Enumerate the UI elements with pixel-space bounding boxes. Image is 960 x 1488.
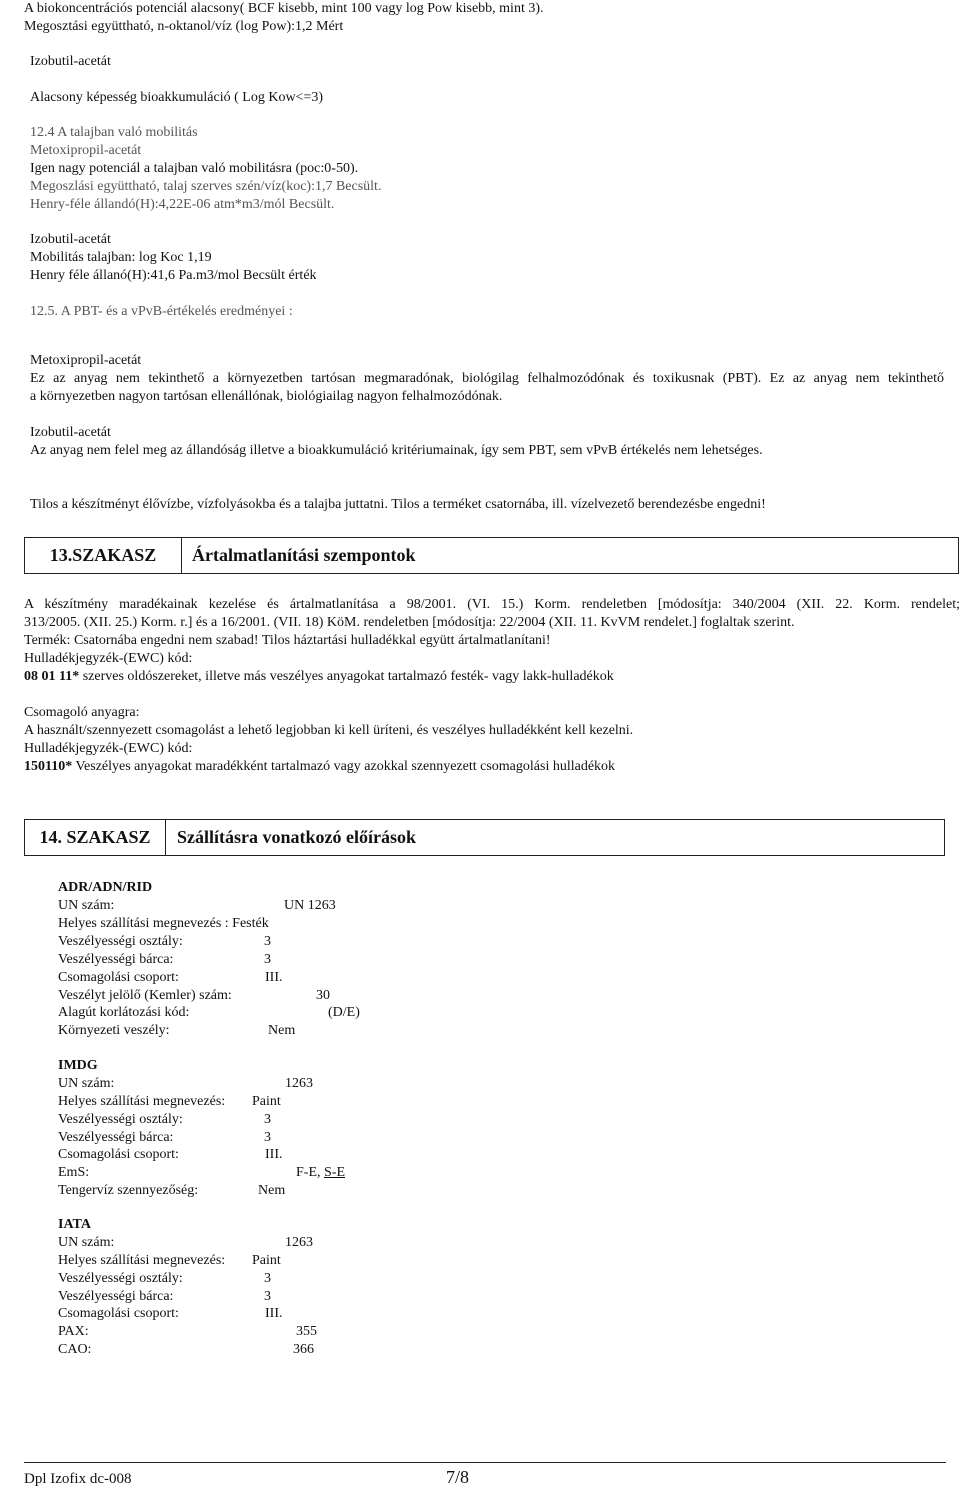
substance-name: Metoxipropil-acetát bbox=[30, 353, 142, 368]
adr-label: Helyes szállítási megnevezés : Festék bbox=[58, 916, 269, 931]
pbt-text: Az anyag nem felel meg az állandóság illetve a bioakkumuláció kritériumainak, így sem PBT, sem vPvB értékelés nem lehetséges. bbox=[30, 443, 763, 458]
footer-rule bbox=[24, 1462, 946, 1463]
imdg-label: EmS: bbox=[58, 1165, 90, 1180]
imdg-value: Paint bbox=[252, 1094, 281, 1109]
imdg-label: Tengervíz szennyezőség: bbox=[58, 1183, 199, 1198]
adr-label: Veszélyességi bárca: bbox=[58, 952, 174, 967]
ewc-line bbox=[24, 668, 614, 686]
adr-heading: ADR/ADN/RID bbox=[58, 880, 153, 895]
adr-label: Alagút korlátozási kód: bbox=[58, 1005, 190, 1020]
ewc-code: 08 01 11* bbox=[24, 669, 80, 684]
ewc-label: Hulladékjegyzék-(EWC) kód: bbox=[24, 741, 193, 756]
imdg-value: III. bbox=[265, 1147, 283, 1162]
footer-page-number: 7/8 bbox=[446, 1467, 470, 1487]
section-header-13 bbox=[24, 537, 959, 574]
disposal-regulation-text: A készítmény maradékainak kezelése és ártalmatlanítása a 98/2001. (VI. 15.) Korm. rendeletben [módosítja: 340/2004 (XII. 22. Korm. rendelet; bbox=[24, 597, 960, 612]
substance-name: Izobutil-acetát bbox=[30, 54, 111, 69]
adr-label: Csomagolási csoport: bbox=[58, 970, 179, 985]
iata-label: PAX: bbox=[58, 1324, 89, 1339]
iata-heading: IATA bbox=[58, 1217, 91, 1232]
adr-value: 3 bbox=[264, 952, 271, 967]
imdg-label: Helyes szállítási megnevezés: bbox=[58, 1094, 226, 1109]
pbt-text: a környezetben nagyon tartósan ellenállónak, biológiailag nagyon felhalmozódónak. bbox=[30, 389, 503, 404]
bioaccumulation-text: Alacsony képesség bioakkumuláció ( Log Kow<=3) bbox=[30, 90, 324, 105]
footer-doc-id: Dpl Izofix dc-008 bbox=[24, 1471, 132, 1487]
packaging-label: Csomagoló anyagra: bbox=[24, 705, 140, 720]
iata-value: 3 bbox=[264, 1289, 271, 1304]
adr-label: UN szám: bbox=[58, 898, 115, 913]
packaging-text: A használt/szennyezett csomagolást a lehető legjobban ki kell üríteni, és veszélyes hulladékként kell kezelni. bbox=[24, 723, 634, 738]
discharge-warning: Tilos a készítményt élővízbe, vízfolyásokba és a talajba juttatni. Tilos a terméket csatornába, ill. vízelvezető berendezésbe engedni! bbox=[30, 497, 766, 512]
imdg-value: 1263 bbox=[285, 1076, 313, 1091]
subsection-heading-12-4: 12.4 A talajban való mobilitás bbox=[30, 125, 198, 140]
imdg-label: Veszélyességi osztály: bbox=[58, 1112, 183, 1127]
section-header-14 bbox=[24, 819, 945, 856]
imdg-heading: IMDG bbox=[58, 1058, 98, 1073]
iata-label: Veszélyességi bárca: bbox=[58, 1289, 174, 1304]
ewc-description: szerves oldószereket, illetve más veszélyes anyagokat tartalmazó festék- vagy lakk-hulladékok bbox=[79, 669, 614, 684]
iata-value: III. bbox=[265, 1306, 283, 1321]
iata-value: 355 bbox=[296, 1324, 317, 1339]
section-title: Szállításra vonatkozó előírások bbox=[177, 827, 416, 847]
pbt-text: Ez az anyag nem tekinthető a környezetben tartósan megmaradónak, biológilag felhalmozódónak és toxikusnak (PBT). Ez az anyag nem tekinthető bbox=[30, 371, 944, 386]
iata-label: Csomagolási csoport: bbox=[58, 1306, 179, 1321]
imdg-value: 3 bbox=[264, 1130, 271, 1145]
iata-label: CAO: bbox=[58, 1342, 92, 1357]
adr-value: Nem bbox=[268, 1023, 296, 1038]
imdg-value: Nem bbox=[258, 1183, 286, 1198]
iata-value: Paint bbox=[252, 1253, 281, 1268]
section-title: Ártalmatlanítási szempontok bbox=[192, 545, 416, 565]
mobility-text: Megoszlási együttható, talaj szerves szén/víz(koc):1,7 Becsült. bbox=[30, 179, 382, 194]
mobility-text: Mobilitás talajban: log Koc 1,19 bbox=[30, 250, 212, 265]
adr-label: Környezeti veszély: bbox=[58, 1023, 170, 1038]
substance-name: Metoxipropil-acetát bbox=[30, 143, 142, 158]
product-disposal-text: Termék: Csatornába engedni nem szabad! Tilos háztartási hulladékkal együtt ártalmatlanítani! bbox=[24, 633, 551, 648]
adr-value: (D/E) bbox=[328, 1005, 360, 1020]
adr-label: Veszélyességi osztály: bbox=[58, 934, 183, 949]
iata-value: 1263 bbox=[285, 1235, 313, 1250]
section-divider bbox=[181, 538, 182, 573]
ems-code: S-E bbox=[324, 1165, 345, 1180]
imdg-value: 3 bbox=[264, 1112, 271, 1127]
ewc-code: 150110* bbox=[24, 759, 73, 774]
substance-name: Izobutil-acetát bbox=[30, 232, 111, 247]
section-number: 13.SZAKASZ bbox=[49, 545, 157, 565]
iata-label: UN szám: bbox=[58, 1235, 115, 1250]
mobility-text: Henry féle állanó(H):41,6 Pa.m3/mol Becsült érték bbox=[30, 268, 317, 283]
bioconcentration-text: A biokoncentrációs potenciál alacsony( BCF kisebb, mint 100 vagy log Pow kisebb, mint 3). bbox=[24, 1, 544, 16]
disposal-regulation-text: 313/2005. (XII. 25.) Korm. r.] és a 16/2001. (VII. 18) KöM. rendeletben [módosítja: 22/2004 (XII. 11. KvVM rendelet.] foglaltak szerint. bbox=[24, 615, 795, 630]
imdg-label: Veszélyességi bárca: bbox=[58, 1130, 174, 1145]
imdg-label: Csomagolási csoport: bbox=[58, 1147, 179, 1162]
imdg-label: UN szám: bbox=[58, 1076, 115, 1091]
mobility-text: Igen nagy potenciál a talajban való mobilitásra (poc:0-50). bbox=[30, 161, 359, 176]
iata-value: 366 bbox=[293, 1342, 314, 1357]
substance-name: Izobutil-acetát bbox=[30, 425, 111, 440]
subsection-heading-12-5: 12.5. A PBT- és a vPvB-értékelés eredményei : bbox=[30, 304, 293, 319]
ems-code: F-E, bbox=[296, 1165, 324, 1180]
section-divider bbox=[165, 820, 166, 855]
adr-value: III. bbox=[265, 970, 283, 985]
adr-value: 3 bbox=[264, 934, 271, 949]
iata-label: Helyes szállítási megnevezés: bbox=[58, 1253, 226, 1268]
section-number: 14. SZAKASZ bbox=[39, 827, 151, 847]
ewc-description: Veszélyes anyagokat maradékként tartalmazó vagy azokkal szennyezett csomagolási hulladékok bbox=[72, 759, 616, 774]
partition-coefficient-text: Megosztási együttható, n-oktanol/víz (log Pow):1,2 Mért bbox=[24, 19, 344, 34]
mobility-text: Henry-féle állandó(H):4,22E-06 atm*m3/mól Becsült. bbox=[30, 197, 335, 212]
ems-value bbox=[296, 1164, 345, 1182]
adr-value: UN 1263 bbox=[284, 898, 336, 913]
iata-value: 3 bbox=[264, 1271, 271, 1286]
adr-value: 30 bbox=[316, 988, 330, 1003]
adr-label: Veszélyt jelölő (Kemler) szám: bbox=[58, 988, 232, 1003]
ewc-line bbox=[24, 758, 615, 776]
ewc-label: Hulladékjegyzék-(EWC) kód: bbox=[24, 651, 193, 666]
iata-label: Veszélyességi osztály: bbox=[58, 1271, 183, 1286]
